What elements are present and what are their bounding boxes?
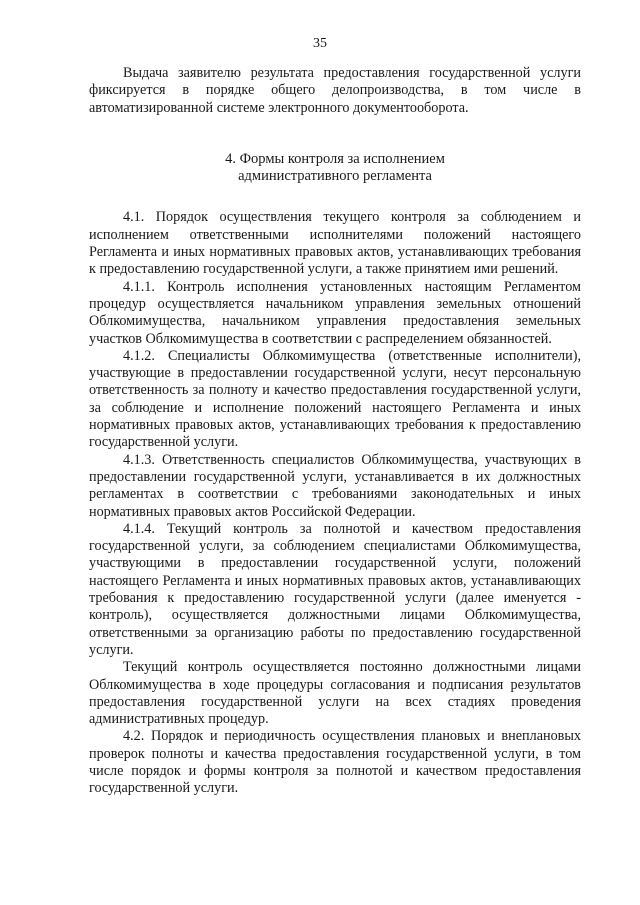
intro-paragraph: Выдача заявителю результата предоставления государственной услуги фиксируется в порядке общего делопроизводства, в том числе в автоматизированной системе электронного документооборота.	[89, 65, 581, 116]
paragraph-4-1: 4.1. Порядок осуществления текущего контроля за соблюдением и исполнением ответственными исполнителями положений настоящего Регламента и иных нормативных правовых актов, устанавливающих требования к предоставлению государственной услуги, а также принятием ими решений.	[89, 209, 581, 278]
paragraph-4-1-1: 4.1.1. Контроль исполнения установленных настоящим Регламентом процедур осуществляется начальником управления земельных отношений Облкомимущества, начальником управления предоставления земельных участков Облкомимущества в соответствии с распределением обязанностей.	[89, 278, 581, 347]
paragraph-4-1-2: 4.1.2. Специалисты Облкомимущества (ответственные исполнители), участвующие в предоставлении государственной услуги, несут персональную ответственность за полноту и качество предоставления государственной услуги, за соблюдение и исполнение положений настоящего Регламента и иных нормативных правовых актов, устанавливающих требования к предоставлению государственной услуги.	[89, 347, 581, 451]
section-title-line-1: 4. Формы контроля за исполнением	[225, 150, 445, 167]
paragraph-current-control: Текущий контроль осуществляется постоянно должностными лицами Облкомимущества в ходе процедуры согласования и подписания результатов предоставления государственной услуги на всех стадиях проведения административных процедур.	[89, 659, 581, 728]
paragraph-4-2: 4.2. Порядок и периодичность осуществления плановых и внеплановых проверок полноты и качества предоставления государственной услуги, в том числе порядок и формы контроля за полнотой и качеством предоставления государственной услуги.	[89, 728, 581, 797]
paragraph-4-1-4: 4.1.4. Текущий контроль за полнотой и качеством предоставления государственной услуги, за соблюдением специалистами Облкомимущества, участвующими в предоставлении государственной услуги, положений настоящего Регламента и иных нормативных правовых актов, устанавливающих требования к предоставлению государственной услуги (далее именуется - контроль), осуществляется должностными лицами Облкомимущества, ответственными за организацию работы по предоставлению государственной услуги.	[89, 520, 581, 658]
document-body	[89, 65, 581, 798]
section-title	[89, 151, 581, 186]
section-title-line-2: административного регламента	[238, 168, 432, 185]
paragraph-4-1-3: 4.1.3. Ответственность специалистов Облкомимущества, участвующих в предоставлении государственной услуги, устанавливается в их должностных регламентах в соответствии с требованиями законодательных и иных нормативных правовых актов Российской Федерации.	[89, 451, 581, 520]
page-number: 35	[313, 36, 327, 51]
